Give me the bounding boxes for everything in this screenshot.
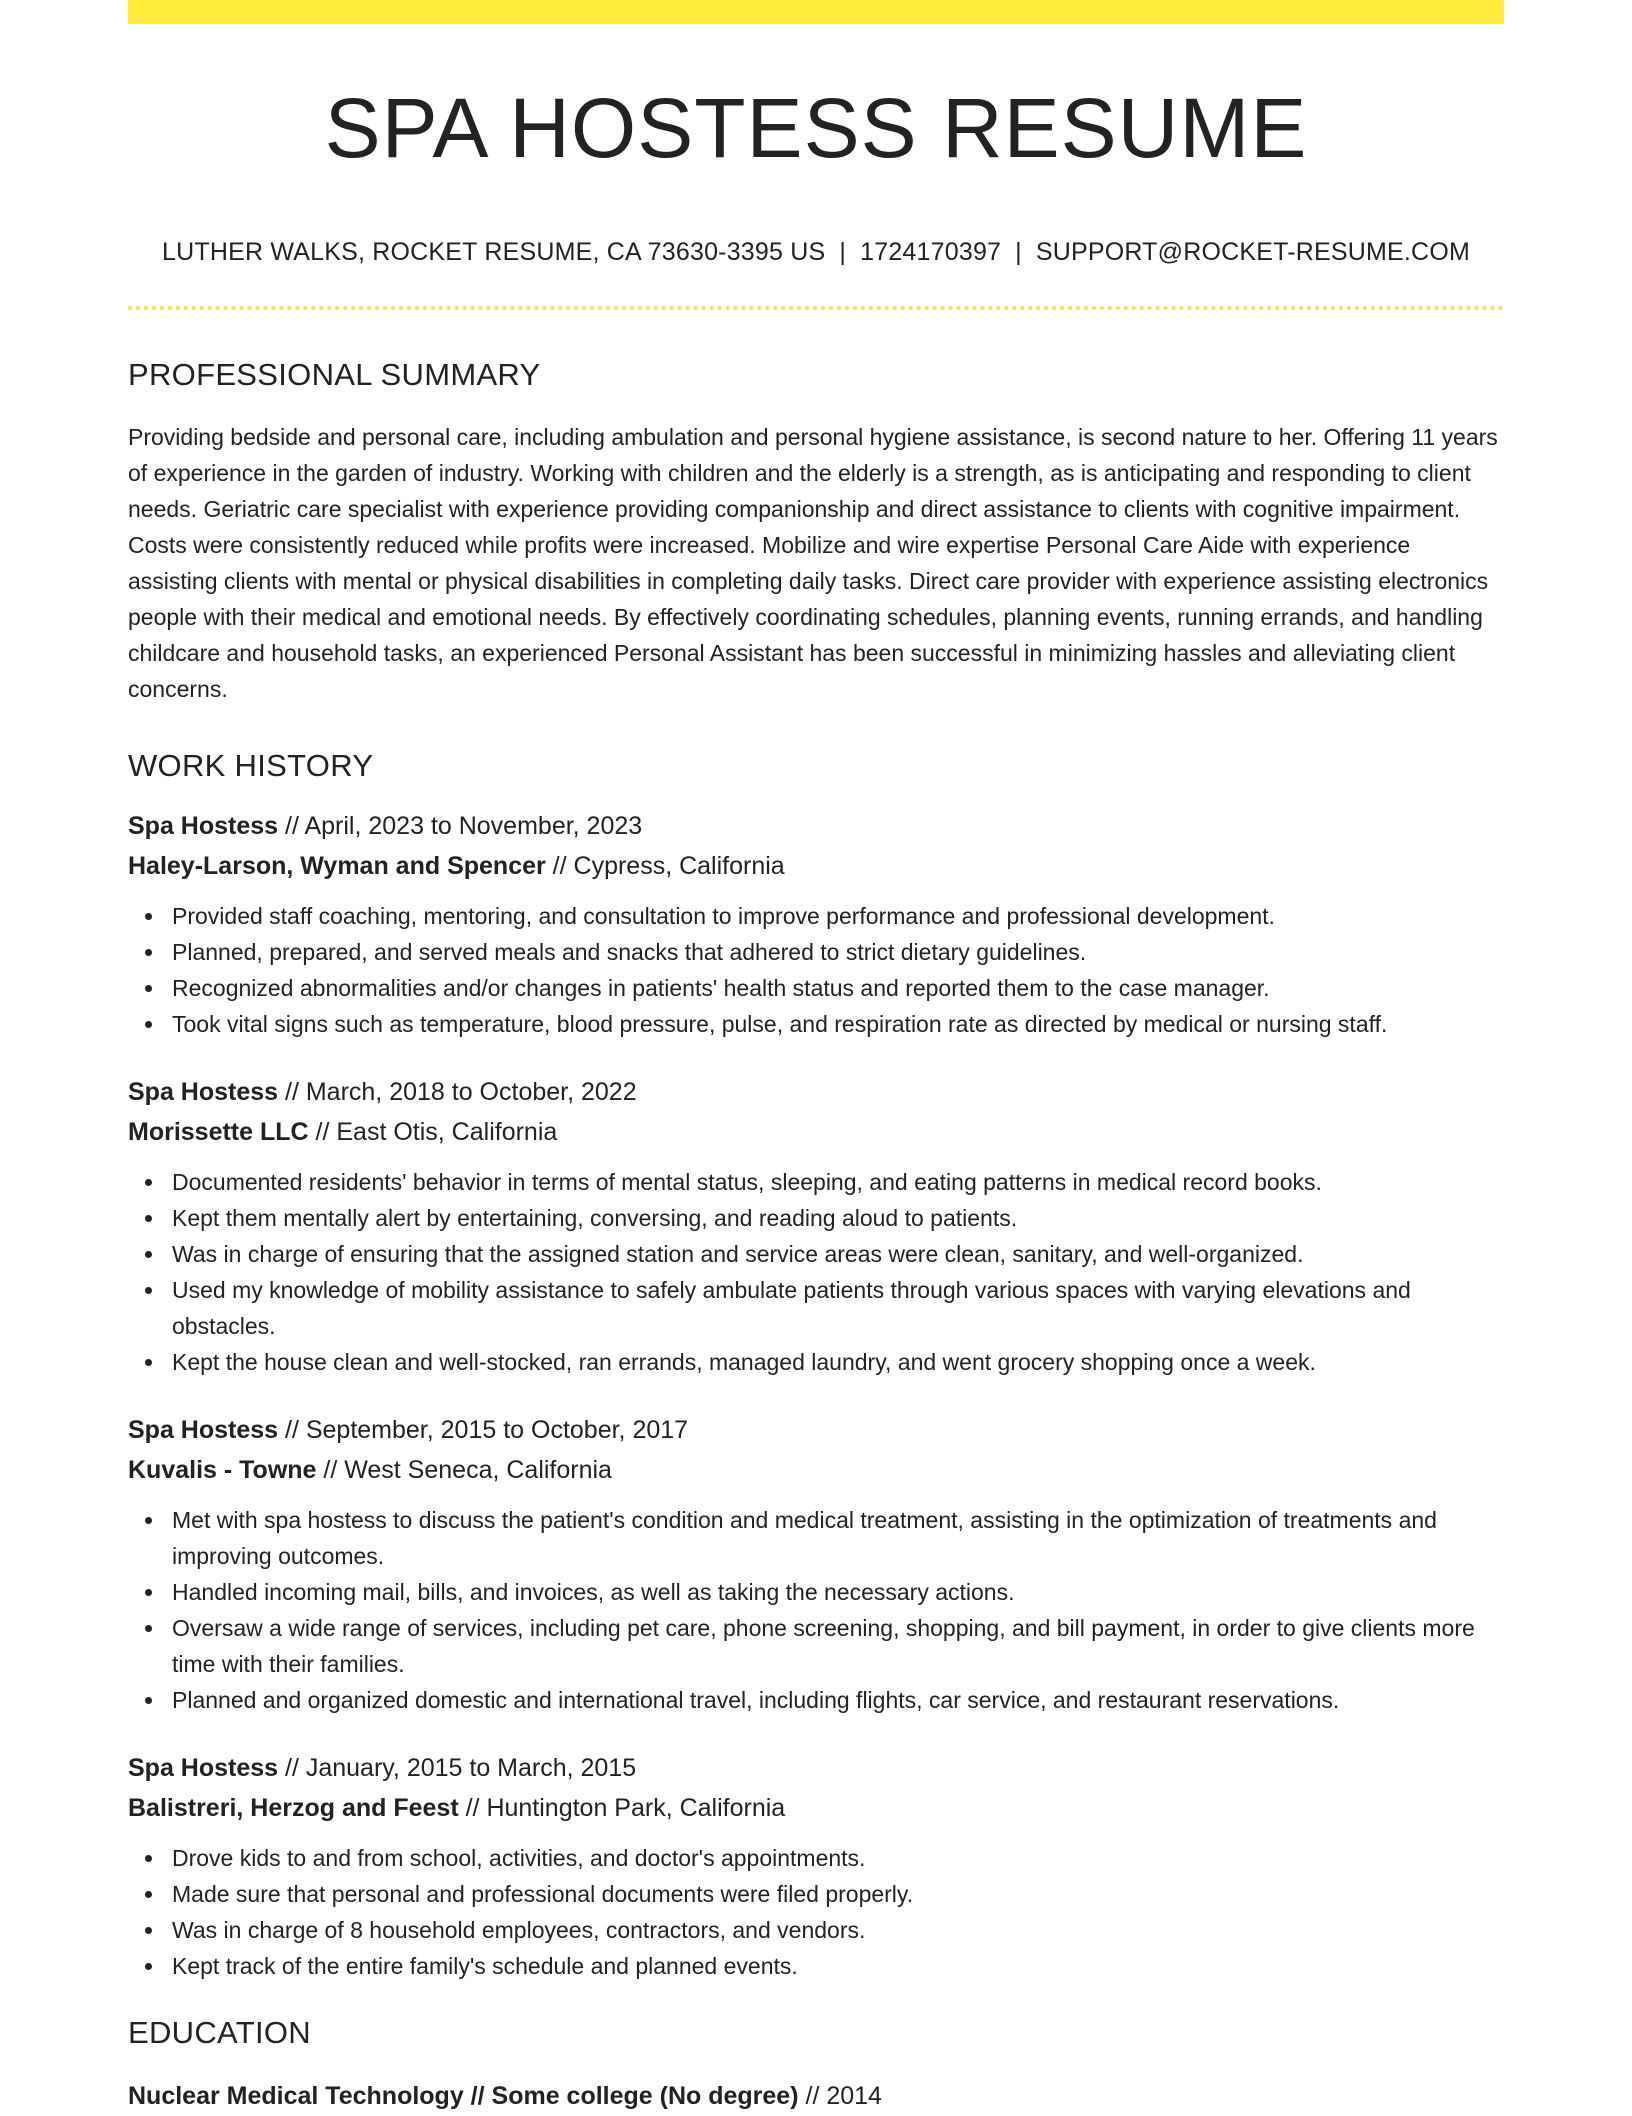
- job-dates: // March, 2018 to October, 2022: [278, 1078, 637, 1107]
- job-bullet: Was in charge of 8 household employees, contractors, and vendors.: [172, 1912, 1504, 1948]
- job-company-line: [128, 1788, 1504, 1828]
- summary-text: Providing bedside and personal care, including ambulation and personal hygiene assistance, is second nature to her. Offering 11 years of experience in the garden of industry. Working with children and the elderly is a strength, as is anticipating and responding to client needs. Geriatric care specialist with experience providing companionship and direct assistance to clients with cognitive impairment. Costs were consistently reduced while profits were increased. Mobilize and wire expertise Personal Care Aide with experience assisting clients with mental or physical disabilities in completing daily tasks. Direct care provider with experience assisting electronics people with their medical and emotional needs. By effectively coordinating schedules, planning events, running errands, and handling childcare and household tasks, an experienced Personal Assistant has been successful in minimizing hassles and alleviating client concerns.: [128, 424, 1498, 703]
- job-bullet-list: [128, 898, 1504, 1042]
- job-bullet: Drove kids to and from school, activities, and doctor's appointments.: [172, 1840, 1504, 1876]
- contact-phone: 1724170397: [860, 238, 1002, 266]
- education-year: // 2014: [798, 2081, 882, 2110]
- job-entry: [128, 1410, 1504, 1718]
- contact-separator: |: [839, 238, 847, 266]
- job-bullet: Oversaw a wide range of services, including pet care, phone screening, shopping, and bill payment, in order to give clients more time with their families.: [172, 1610, 1504, 1682]
- job-entry: [128, 806, 1504, 1042]
- job-title-line: [128, 1748, 1504, 1788]
- job-dates: // September, 2015 to October, 2017: [278, 1416, 689, 1445]
- resume-title: SPA HOSTESS RESUME: [324, 81, 1308, 175]
- education-section: [128, 2014, 1504, 2115]
- resume-page: [128, 0, 1504, 2116]
- job-bullet: Handled incoming mail, bills, and invoices, as well as taking the necessary actions.: [172, 1574, 1504, 1610]
- job-bullet: Kept them mentally alert by entertaining, conversing, and reading aloud to patients.: [172, 1200, 1504, 1236]
- job-bullet: Used my knowledge of mobility assistance to safely ambulate patients through various spaces with varying elevations and obstacles.: [172, 1272, 1504, 1344]
- job-entry: [128, 1748, 1504, 1984]
- job-bullet-list: [128, 1502, 1504, 1718]
- job-company-line: [128, 1450, 1504, 1490]
- contact-separator: |: [1015, 238, 1022, 266]
- job-bullet: Planned and organized domestic and international travel, including flights, car service, and restaurant reservations.: [172, 1682, 1504, 1718]
- work-history-heading: WORK HISTORY: [128, 748, 374, 784]
- contact-line: [128, 237, 1504, 267]
- summary-heading: PROFESSIONAL SUMMARY: [128, 357, 541, 392]
- job-bullet: Took vital signs such as temperature, blood pressure, pulse, and respiration rate as directed by medical or nursing staff.: [172, 1006, 1504, 1042]
- education-entry: [128, 2076, 1504, 2116]
- education-degree: Nuclear Medical Technology // Some college (No degree): [128, 2081, 799, 2110]
- job-entry: [128, 1072, 1504, 1380]
- job-title-line: [128, 806, 1504, 846]
- job-company-line: [128, 846, 1504, 886]
- job-bullet: Kept track of the entire family's schedule and planned events.: [172, 1948, 1504, 1984]
- job-company: Kuvalis - Towne: [128, 1456, 317, 1485]
- accent-top-bar: [128, 0, 1504, 24]
- dotted-divider: [128, 306, 1504, 310]
- job-title-line: [128, 1072, 1504, 1112]
- job-dates: // January, 2015 to March, 2015: [278, 1754, 637, 1783]
- job-position: Spa Hostess: [128, 1078, 279, 1107]
- job-bullet: Documented residents' behavior in terms of mental status, sleeping, and eating patterns in medical record books.: [172, 1164, 1504, 1200]
- job-position: Spa Hostess: [128, 1754, 279, 1783]
- job-dates: // April, 2023 to November, 2023: [278, 812, 643, 841]
- job-company: Morissette LLC: [128, 1118, 309, 1147]
- summary-section: [128, 356, 1504, 707]
- education-heading: EDUCATION: [128, 2015, 311, 2051]
- job-bullet-list: [128, 1840, 1504, 1984]
- job-company: Haley-Larson, Wyman and Spencer: [128, 852, 546, 881]
- job-location: // Huntington Park, California: [458, 1794, 786, 1823]
- job-bullet: Met with spa hostess to discuss the patient's condition and medical treatment, assisting in the optimization of treatments and improving outcomes.: [172, 1502, 1504, 1574]
- work-history-section: [128, 747, 1504, 1984]
- contact-address: LUTHER WALKS, ROCKET RESUME, CA 73630-3395 US: [162, 238, 826, 266]
- job-position: Spa Hostess: [128, 1416, 279, 1445]
- job-location: // Cypress, California: [545, 852, 785, 881]
- job-position: Spa Hostess: [128, 812, 279, 841]
- job-bullet: Provided staff coaching, mentoring, and consultation to improve performance and professional development.: [172, 898, 1504, 934]
- job-bullet: Was in charge of ensuring that the assigned station and service areas were clean, sanitary, and well-organized.: [172, 1236, 1504, 1272]
- contact-email: SUPPORT@ROCKET-RESUME.COM: [1035, 238, 1470, 266]
- job-bullet: Planned, prepared, and served meals and snacks that adhered to strict dietary guidelines.: [172, 934, 1504, 970]
- job-bullet: Recognized abnormalities and/or changes in patients' health status and reported them to the case manager.: [172, 970, 1504, 1006]
- job-bullet-list: [128, 1164, 1504, 1380]
- job-bullet: Kept the house clean and well-stocked, ran errands, managed laundry, and went grocery shopping once a week.: [172, 1344, 1504, 1380]
- job-company: Balistreri, Herzog and Feest: [128, 1794, 459, 1823]
- job-location: // East Otis, California: [308, 1118, 558, 1147]
- job-company-line: [128, 1112, 1504, 1152]
- job-title-line: [128, 1410, 1504, 1450]
- job-location: // West Seneca, California: [316, 1456, 612, 1485]
- job-bullet: Made sure that personal and professional documents were filed properly.: [172, 1876, 1504, 1912]
